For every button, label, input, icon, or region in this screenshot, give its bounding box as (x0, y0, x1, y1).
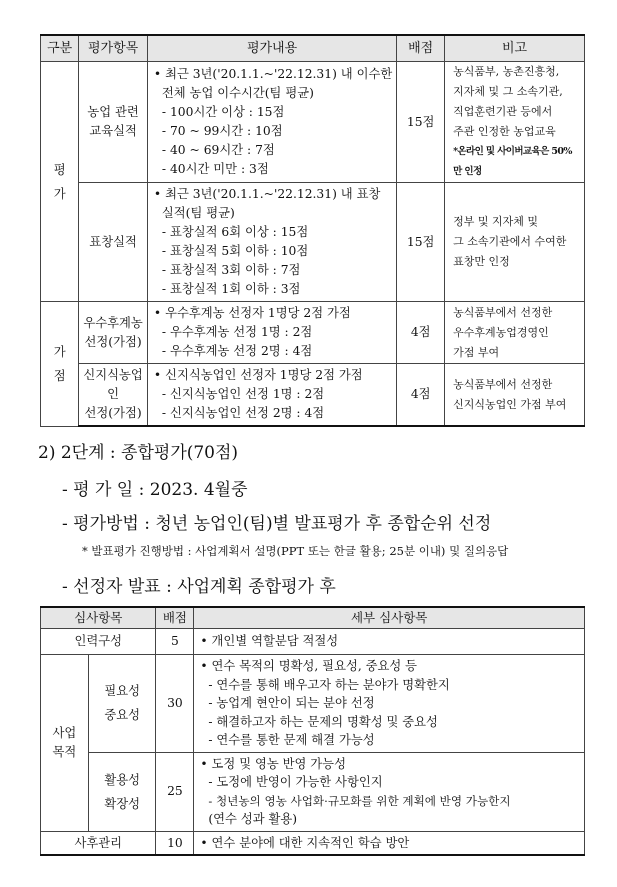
purpose-line: 목적 (52, 744, 77, 759)
table-row (41, 183, 585, 302)
table-row (41, 831, 585, 855)
item-line: 확장성 (104, 796, 140, 811)
detail-line: - 도정에 반영이 가능한 사항인지 (208, 775, 383, 789)
announcement: - 선정자 발표 : 사업계획 종합평가 후 (62, 577, 336, 597)
item-line: 선정(가점) (84, 406, 142, 420)
item-line: 중요성 (104, 708, 140, 723)
note-line: 그 소속기관에서 수여한 (453, 235, 567, 248)
item-cell (88, 752, 156, 831)
content-line: • 우수후계농 선정자 1명당 2점 가점 (153, 306, 351, 320)
score-cell: 25 (156, 752, 194, 831)
evaluation-table-stage2 (40, 606, 585, 856)
table-row (41, 62, 585, 183)
note-cell (445, 183, 585, 302)
item-line: 신지식농업인 (83, 368, 143, 401)
header-score: 배점 (397, 35, 445, 62)
note-line: 주관 인정한 농업교육 (453, 125, 556, 138)
header-content: 평가내용 (147, 35, 396, 62)
detail-line: - 연수를 통한 문제 해결 가능성 (208, 733, 375, 747)
item-cell: 사후관리 (41, 831, 156, 855)
note-cell (445, 364, 585, 427)
item-line: 교육실적 (89, 124, 137, 138)
detail-line: • 연수 목적의 명확성, 필요성, 중요성 등 (200, 659, 418, 673)
header-detail: 세부 심사항목 (194, 607, 585, 629)
detail-cell (194, 752, 585, 831)
table-row (41, 364, 585, 427)
content-line: • 최근 3년('20.1.1.~'22.12.31) 내 이수한 (153, 67, 393, 81)
content-cell (147, 62, 396, 183)
header-note: 비고 (445, 35, 585, 62)
content-line: • 최근 3년('20.1.1.~'22.12.31) 내 표창 (153, 187, 381, 201)
eval-method: - 평가방법 : 청년 농업인(팀)별 발표평가 후 종합순위 선정 (62, 514, 492, 534)
note-line: 표창만 인정 (453, 255, 510, 268)
item-cell: 인력구성 (41, 629, 156, 655)
detail-line: - 청년농의 영농 사업화·규모화를 위한 계획에 반영 가능한지 (208, 793, 511, 808)
detail-cell (194, 629, 585, 655)
content-cell (147, 183, 396, 302)
content-line: - 70 ~ 99시간 : 10점 (161, 124, 283, 138)
category-bonus-cell (41, 302, 79, 427)
table-row (41, 752, 585, 831)
category-eval-cell (41, 62, 79, 302)
header-category: 구분 (41, 35, 79, 62)
item-cell (79, 62, 148, 183)
score-cell: 5 (156, 629, 194, 655)
table-row (41, 629, 585, 655)
purpose-cell (41, 655, 89, 832)
content-line: 실적(팀 평균) (161, 206, 235, 220)
item-line: 필요성 (104, 684, 140, 699)
item-cell (79, 364, 148, 427)
content-line: - 100시간 이상 : 15점 (161, 105, 285, 119)
table-row (41, 302, 585, 364)
item-cell (79, 302, 148, 364)
content-line: - 표창실적 6회 이상 : 15점 (161, 225, 309, 239)
detail-line: • 연수 분야에 대한 지속적인 학습 방안 (200, 835, 410, 850)
purpose-line: 사업 (52, 726, 77, 741)
item-line: 선정(가점) (84, 334, 142, 349)
content-cell (147, 364, 396, 427)
note-cell (445, 62, 585, 183)
detail-cell (194, 655, 585, 753)
eval-method-note: * 발표평가 진행방법 : 사업계획서 설명(PPT 또는 한글 활용; 25분 이내) 및 질의응답 (82, 544, 509, 558)
content-line: - 신지식농업인 선정 1명 : 2점 (161, 387, 325, 401)
note-line: 직업훈련기관 등에서 (453, 105, 553, 118)
content-line: - 우수후계농 선정 1명 : 2점 (161, 325, 313, 339)
detail-line: (연수 성과 활용) (208, 812, 298, 826)
score-cell: 30 (156, 655, 194, 753)
note-online-limit: *온라인 및 사이버교육은 50%만 인정 (453, 146, 572, 177)
category-char: 점 (53, 368, 66, 383)
note-line: 지자체 및 그 소속기관, (453, 85, 563, 98)
header-score: 배점 (156, 607, 194, 629)
note-line: 가점 부여 (453, 345, 500, 359)
table-row (41, 655, 585, 753)
content-line: - 표창실적 3회 이하 : 7점 (161, 263, 301, 277)
note-line: 농식품부에서 선정한 (453, 377, 553, 391)
content-line: 전체 농업 이수시간(팀 평균) (161, 86, 314, 100)
detail-line: • 도정 및 영농 반영 가능성 (200, 756, 346, 771)
content-line: - 표창실적 1회 이하 : 3점 (161, 282, 301, 296)
content-line: - 40시간 미만 : 3점 (161, 162, 269, 176)
content-cell (147, 302, 396, 364)
header-review-item: 심사항목 (41, 607, 156, 629)
item-line: 농업 관련 (87, 105, 139, 119)
eval-date: - 평 가 일 : 2023. 4월중 (62, 480, 248, 500)
item-cell (88, 655, 156, 753)
score-cell: 15점 (397, 183, 445, 302)
detail-cell (194, 831, 585, 855)
score-cell: 15점 (397, 62, 445, 183)
item-line: 활용성 (104, 772, 140, 787)
score-cell: 10 (156, 831, 194, 855)
category-char: 평 (53, 162, 66, 177)
category-char: 가 (53, 344, 66, 359)
item-line: 우수후계농 (83, 315, 143, 330)
note-line: 신지식농업인 가점 부여 (453, 397, 567, 411)
category-char: 가 (53, 186, 66, 201)
score-cell: 4점 (397, 364, 445, 427)
detail-line: - 농업계 현안이 되는 분야 선정 (208, 696, 375, 710)
content-line: • 신지식농업인 선정자 1명당 2점 가점 (153, 368, 363, 382)
note-cell (445, 302, 585, 364)
item-cell: 표창실적 (79, 183, 148, 302)
content-line: - 우수후계농 선정 2명 : 4점 (161, 344, 313, 358)
content-line: - 신지식농업인 선정 2명 : 4점 (161, 406, 325, 420)
note-line: 농식품부, 농촌진흥청, (453, 65, 560, 78)
content-line: - 표창실적 5회 이하 : 10점 (161, 244, 309, 258)
note-line: 농식품부에서 선정한 (453, 305, 553, 319)
header-item: 평가항목 (79, 35, 148, 62)
detail-line: • 개인별 역할분담 적절성 (200, 634, 339, 649)
detail-line: - 연수를 통해 배우고자 하는 분야가 명확한지 (208, 677, 450, 692)
score-cell: 4점 (397, 302, 445, 364)
note-line: 우수후계농업경영인 (453, 325, 549, 339)
content-line: - 40 ~ 69시간 : 7점 (161, 143, 275, 157)
detail-line: - 해결하고자 하는 문제의 명확성 및 중요성 (208, 714, 438, 729)
evaluation-table-stage1 (40, 34, 585, 427)
note-line: 정부 및 지자체 및 (453, 215, 538, 228)
section-heading: 2) 2단계 : 종합평가(70점) (38, 443, 239, 463)
